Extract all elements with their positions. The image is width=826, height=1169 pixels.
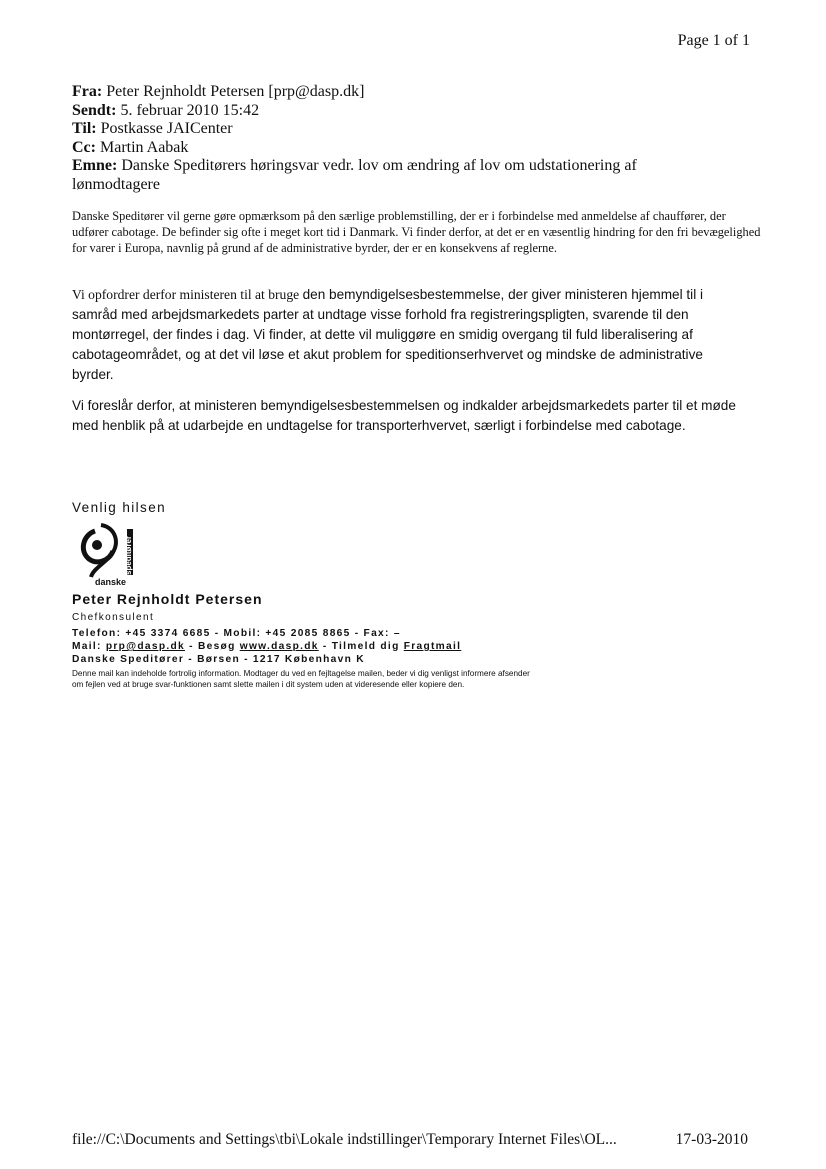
to-value: Postkasse JAICenter [100,120,233,137]
body-paragraph-1: Danske Speditører vil gerne gøre opmærksom på den særlige problemstilling, der er i forbindelse med anmeldelse af chauffører, der udfører cabotage. De befinder sig ofte i meget kort tid i Danmark. Vi finder derfor, at det er en væsentlig hindring for den fri bevægelighed for varer i Europa, navnlig på grund af de administrative byrder, der er en konsekvens af reglerne. [72,209,761,255]
cc-value: Martin Aabak [99,138,189,156]
signature-disclaimer: Denne mail kan indeholde fortrolig information. Modtager du ved en fejltagelse mailen, beder vi dig venligst informere afsender om fejlen ved at bruge svar-funktionen samt slette mailen i dit system uden at videresende eller kopiere den. [72,669,530,689]
signature-contact-line [72,641,461,652]
signature-title: Chefkonsulent [72,612,155,623]
signature-address-line: Danske Speditører - Børsen - 1217 København K [72,654,365,665]
danske-speditorer-logo [75,521,137,587]
subscribe-prefix: - Tilmeld dig [318,641,404,652]
logo-side-text: speditører [124,535,133,575]
logo-main-text: danske [95,577,127,587]
cc-label: Cc: [72,138,96,156]
sent-value: 5. februar 2010 15:42 [120,101,260,119]
closing-greeting: Venlig hilsen [72,500,167,515]
signature-phone-line: Telefon: +45 3374 6685 - Mobil: +45 2085 8865 - Fax: – [72,628,401,639]
mail-link[interactable]: prp@dasp.dk [105,641,185,652]
subject-value: Danske Speditørers høringsvar vedr. lov om ændring af lov om udstationering af lønmodtagere [72,157,637,193]
from-label: Fra: [72,83,103,100]
website-link[interactable]: www.dasp.dk [239,641,319,652]
body-paragraph-3: Vi foreslår derfor, at ministeren bemyndigelsesbestemmelsen og indkalder arbejdsmarkedets parter til et møde med henblik på at udarbejde en undtagelse for transporterhvervet, særligt i forbindelse med cabotage. [72,398,736,433]
subject-row [72,157,712,194]
subject-label: Emne: [72,157,118,174]
email-headers [72,83,712,194]
visit-prefix: - Besøg [185,641,240,652]
cc-row [72,139,712,158]
signature-name: Peter Rejnholdt Petersen [72,591,263,607]
sent-label: Sendt: [72,101,117,119]
to-row [72,120,712,139]
to-label: Til: [72,120,97,137]
footer-date: 17-03-2010 [675,1131,748,1148]
body-paragraph-2-rest: den bemyndigelsesbestemmelse, der giver ministeren hjemmel til i samråd med arbejdsmarkedets parter at undtage visse forhold fra registreringspligten, svarende til den montørregel, der findes i dag. Vi finder, at dette vil muliggøre en smidig overgang til fuld liberalisering af cabotageområdet, og at det vil løse et akut problem for speditionserhvervet og mindske de administrative byrder. [72,287,704,382]
mail-prefix: Mail: [72,641,106,652]
page-number: Page 1 of 1 [677,32,750,49]
body-paragraph-2 [72,285,742,385]
from-value: Peter Rejnholdt Petersen [prp@dasp.dk] [106,83,365,100]
footer-file-path: file://C:\Documents and Settings\tbi\Lokale indstillinger\Temporary Internet Files\OL... [72,1131,617,1148]
fragtmail-link[interactable]: Fragtmail [403,641,462,652]
sent-row [72,102,712,121]
from-row [72,83,712,102]
body-paragraph-2-start: Vi opfordrer derfor ministeren til at bruge [72,287,303,302]
